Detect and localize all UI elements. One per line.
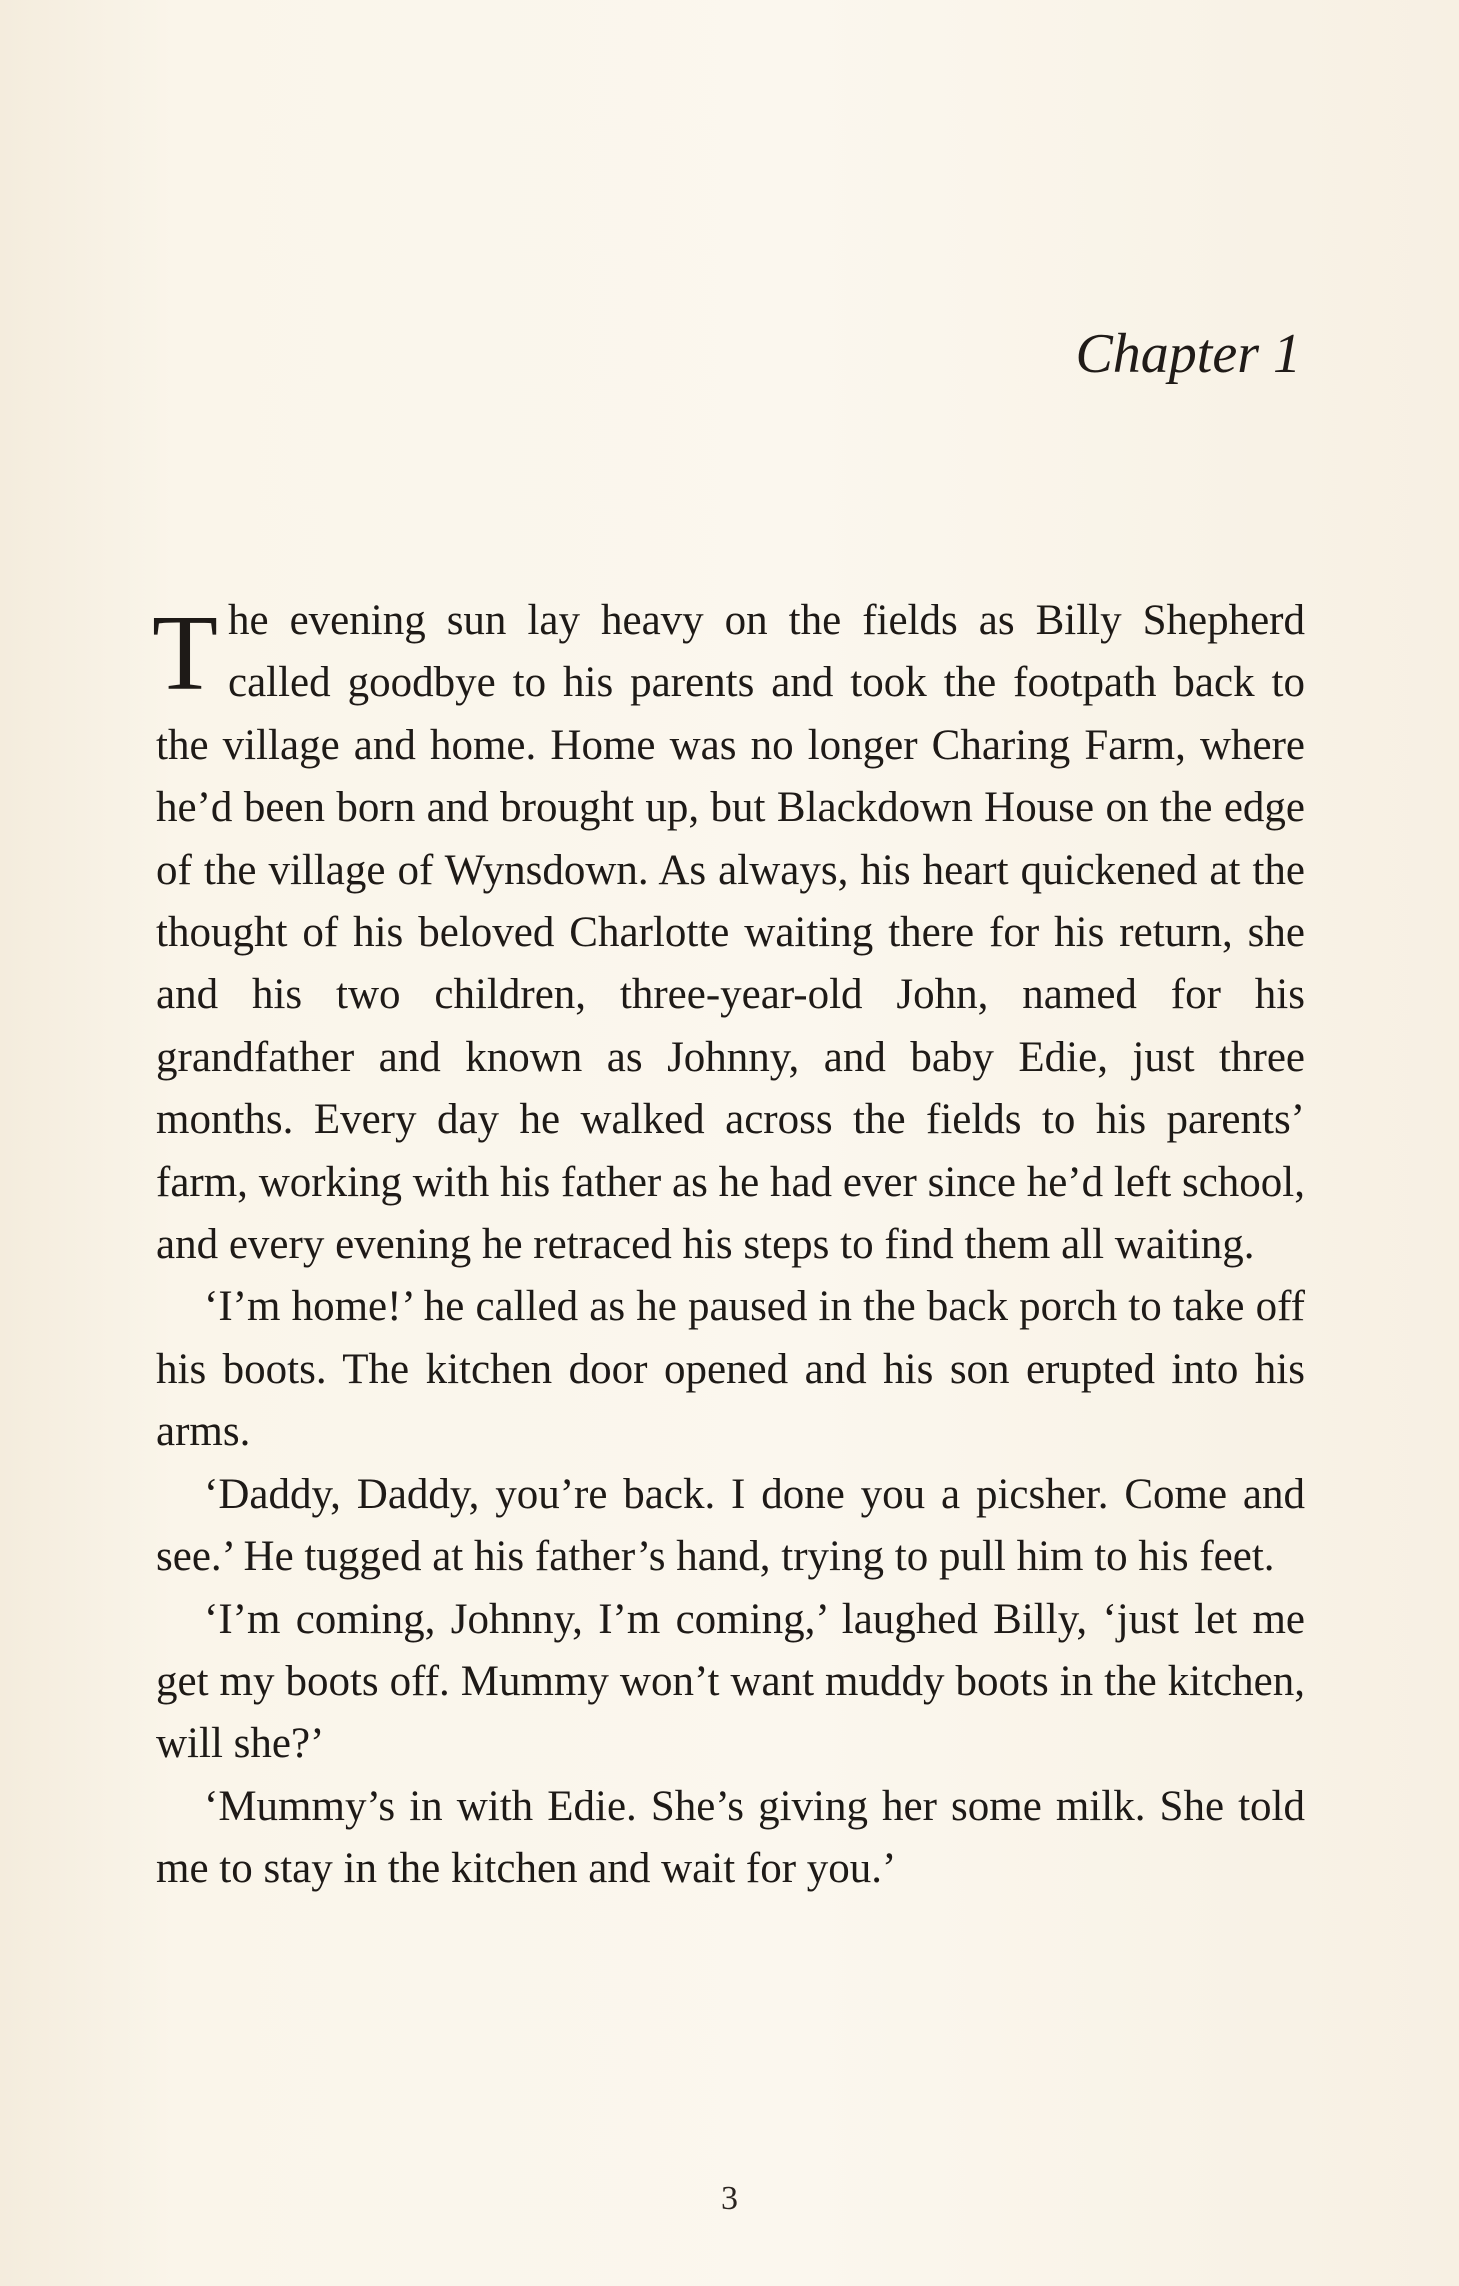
paragraph-1	[152, 590, 1305, 1276]
paragraph-3: ‘Daddy, Daddy, you’re back. I done you a picsher. Come and see.’ He tugged at his father’s hand, trying to pull him to his feet.	[156, 1470, 1305, 1581]
paragraph-5: ‘Mummy’s in with Edie. She’s giving her some milk. She told me to stay in the kitchen and wait for you.’	[156, 1782, 1305, 1893]
page-number: 3	[721, 2180, 738, 2217]
paragraph-4: ‘I’m coming, Johnny, I’m coming,’ laughed Billy, ‘just let me get my boots off. Mummy won’t want muddy boots in the kitchen, will she?’	[156, 1595, 1305, 1768]
body-text	[152, 590, 1305, 1901]
paragraph-1-text: he evening sun lay heavy on the fields as Billy Shepherd called goodbye to his parents and took the footpath back to the village and home. Home was no longer Charing Farm, where he’d been born and brought up, but Blackdown House on the edge of the village of Wynsdown. As always, his heart quickened at the thought of his beloved Charlotte waiting there for his return, she and his two children, three-year-old John, named for his grandfather and known as Johnny, and baby Edie, just three months. Every day he walked across the fields to his parents’ farm, working with his father as he had ever since he’d left school, and every evening he retraced his steps to find them all waiting.	[156, 597, 1305, 1269]
paragraph-2: ‘I’m home!’ he called as he paused in the back porch to take off his boots. The kitchen door opened and his son erupted into his arms.	[156, 1283, 1305, 1456]
chapter-title: Chapter 1	[1075, 323, 1301, 385]
drop-cap: T	[152, 594, 218, 713]
